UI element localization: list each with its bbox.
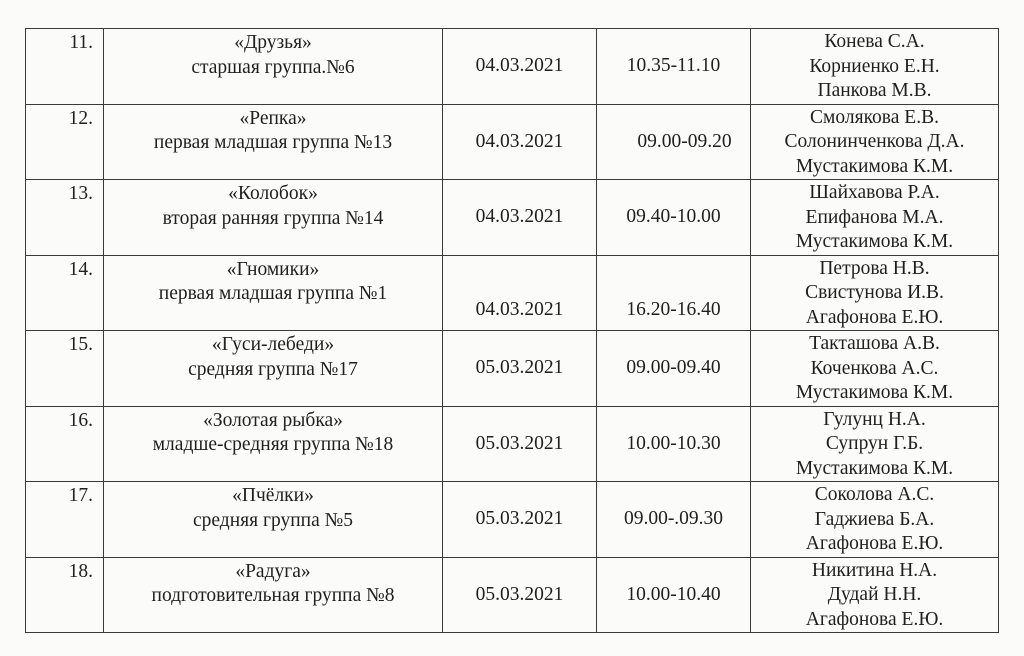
event-date: 05.03.2021 [443,406,597,482]
staff-member: Конева С.А. [824,31,925,52]
table-row [26,406,999,482]
event-time: 09.00-.09.30 [597,482,751,558]
group-cell [104,180,443,256]
event-time: 09.00-09.20 [597,104,751,180]
staff-member: Такташова А.В. [809,333,940,354]
staff-member: Мустакимова К.М. [795,231,954,252]
staff-cell [751,104,999,180]
staff-member: Шайхавова Р.А. [809,182,940,203]
group-name: «Репка» [239,107,307,129]
event-time: 10.35-11.10 [597,29,751,105]
event-date: 05.03.2021 [443,482,597,558]
group-type: средняя группа №17 [188,358,358,380]
group-cell [104,104,443,180]
staff-member: Панкова М.В. [817,80,932,101]
row-number: 18. [26,557,104,633]
event-date: 05.03.2021 [443,557,597,633]
schedule-table-body [26,29,999,633]
row-number: 16. [26,406,104,482]
row-number: 15. [26,331,104,407]
table-row [26,255,999,331]
event-date: 04.03.2021 [443,104,597,180]
event-time: 09.40-10.00 [597,180,751,256]
staff-cell [751,406,999,482]
group-type: вторая ранняя группа №14 [162,207,384,229]
event-date: 04.03.2021 [443,180,597,256]
row-number: 17. [26,482,104,558]
group-type: младше-средняя группа №18 [152,434,394,455]
staff-member: Солонинченкова Д.А. [784,131,965,152]
staff-member: Корниенко Е.Н. [809,55,940,77]
staff-cell [751,255,999,331]
event-time: 16.20-16.40 [597,255,751,331]
event-date: 05.03.2021 [443,331,597,407]
staff-member: Мустакимова К.М. [795,382,954,403]
group-cell [104,406,443,482]
group-type: первая младшая группа №13 [153,132,393,153]
staff-member: Супрун Г.Б. [825,433,924,454]
group-name: «Радуга» [235,560,311,582]
group-type: первая младшая группа №1 [158,283,388,304]
event-time: 10.00-10.40 [597,557,751,633]
table-row [26,104,999,180]
staff-member: Соколова А.С. [814,484,935,505]
staff-member: Коченкова А.С. [810,357,939,379]
event-date: 04.03.2021 [443,255,597,331]
row-number: 14. [26,255,104,331]
group-cell [104,29,443,105]
group-name: «Гуси-лебеди» [211,334,335,355]
staff-member: Свистунова И.В. [805,282,944,303]
group-name: «Колобок» [228,183,318,204]
group-type: подготовительная группа №8 [151,585,395,606]
group-type: старшая группа.№6 [191,56,355,78]
table-row [26,29,999,105]
staff-member: Агафонова Е.Ю. [805,306,944,328]
staff-cell [751,557,999,633]
staff-member: Дудай Н.Н. [827,584,922,605]
staff-member: Гаджиева Б.А. [814,508,935,530]
row-number: 11. [26,29,104,105]
event-date: 04.03.2021 [443,29,597,105]
group-cell [104,482,443,558]
staff-cell [751,29,999,105]
event-time: 09.00-09.40 [597,331,751,407]
group-name: «Золотая рыбка» [203,409,343,431]
group-cell [104,557,443,633]
staff-member: Смолякова Е.В. [810,106,939,128]
group-name: «Пчёлки» [232,485,314,506]
schedule-table [25,28,999,633]
staff-member: Мустакимова К.М. [795,457,954,479]
staff-cell [751,482,999,558]
table-row [26,331,999,407]
staff-member: Епифанова М.А. [805,206,944,228]
table-row [26,557,999,633]
table-row [26,482,999,558]
group-type: средняя группа №5 [193,509,353,531]
staff-member: Петрова Н.В. [819,257,930,279]
group-name: «Друзья» [234,32,312,53]
staff-member: Агафонова Е.Ю. [805,533,944,554]
row-number: 12. [26,104,104,180]
group-cell [104,331,443,407]
group-cell [104,255,443,331]
staff-member: Гулунц Н.А. [823,408,926,430]
staff-cell [751,331,999,407]
group-name: «Гномики» [226,258,320,280]
event-time: 10.00-10.30 [597,406,751,482]
table-row [26,180,999,256]
row-number: 13. [26,180,104,256]
staff-member: Агафонова Е.Ю. [805,608,944,630]
staff-cell [751,180,999,256]
staff-member: Никитина Н.А. [811,559,938,581]
staff-member: Мустакимова К.М. [795,155,954,177]
